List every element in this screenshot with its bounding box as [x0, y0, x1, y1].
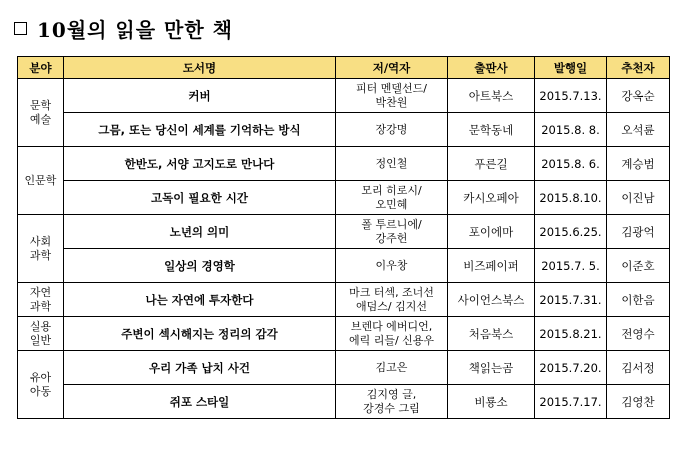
publish-date-cell: 2015.7.20. [535, 351, 607, 385]
author-cell: 정인철 [336, 147, 448, 181]
author-cell: 모리 히로시/ 오민혜 [336, 181, 448, 215]
publisher-cell: 사이언스북스 [448, 283, 535, 317]
recommender-cell: 김서정 [607, 351, 670, 385]
publisher-cell: 문학동네 [448, 113, 535, 147]
publisher-cell: 비즈페이퍼 [448, 249, 535, 283]
book-title-cell: 주변이 섹시해지는 정리의 감각 [64, 317, 336, 351]
book-title-cell: 그믐, 또는 당신이 세계를 기억하는 방식 [64, 113, 336, 147]
publish-date-cell: 2015.7.17. [535, 385, 607, 419]
table-row [18, 249, 670, 283]
table-header-row [18, 57, 670, 79]
book-title-cell: 일상의 경영학 [64, 249, 336, 283]
recommender-cell: 김영찬 [607, 385, 670, 419]
recommender-cell: 전영수 [607, 317, 670, 351]
author-cell: 폴 투르니에/ 강주헌 [336, 215, 448, 249]
author-cell: 마크 터섹, 조너선 애덤스/ 김지선 [336, 283, 448, 317]
publish-date-cell: 2015.7.13. [535, 79, 607, 113]
recommender-cell: 김광억 [607, 215, 670, 249]
page-title-text: 10월의 읽을 만한 책 [37, 17, 233, 42]
book-title-cell: 노년의 의미 [64, 215, 336, 249]
recommender-cell: 오석륜 [607, 113, 670, 147]
book-title-cell: 한반도, 서양 고지도로 만나다 [64, 147, 336, 181]
author-cell: 김고은 [336, 351, 448, 385]
table-row [18, 351, 670, 385]
book-title-cell: 고독이 필요한 시간 [64, 181, 336, 215]
table-row [18, 317, 670, 351]
table-row [18, 79, 670, 113]
recommender-cell: 계승범 [607, 147, 670, 181]
publish-date-cell: 2015.7.31. [535, 283, 607, 317]
table-row [18, 215, 670, 249]
publish-date-cell: 2015.8.21. [535, 317, 607, 351]
book-title-cell: 커버 [64, 79, 336, 113]
publisher-cell: 처음북스 [448, 317, 535, 351]
header-publisher: 출판사 [448, 57, 535, 79]
publisher-cell: 카시오페아 [448, 181, 535, 215]
table-row [18, 147, 670, 181]
publisher-cell: 비룡소 [448, 385, 535, 419]
author-cell: 피터 멘델선드/ 박찬원 [336, 79, 448, 113]
publisher-cell: 푸른길 [448, 147, 535, 181]
category-cell: 인문학 [18, 147, 64, 215]
publish-date-cell: 2015.8.10. [535, 181, 607, 215]
author-cell: 김지영 글, 강경수 그림 [336, 385, 448, 419]
book-title-cell: 우리 가족 납치 사건 [64, 351, 336, 385]
recommender-cell: 이진남 [607, 181, 670, 215]
author-cell: 장강명 [336, 113, 448, 147]
header-publish-date: 발행일 [535, 57, 607, 79]
publish-date-cell: 2015.7. 5. [535, 249, 607, 283]
author-cell: 브렌다 에버디언, 에릭 리들/ 신용우 [336, 317, 448, 351]
publisher-cell: 포이에마 [448, 215, 535, 249]
publish-date-cell: 2015.6.25. [535, 215, 607, 249]
publisher-cell: 아트북스 [448, 79, 535, 113]
author-cell: 이우창 [336, 249, 448, 283]
header-recommender: 추천자 [607, 57, 670, 79]
category-cell: 실용 일반 [18, 317, 64, 351]
recommender-cell: 이한음 [607, 283, 670, 317]
recommender-cell: 이준호 [607, 249, 670, 283]
category-cell: 문학 예술 [18, 79, 64, 147]
table-row [18, 283, 670, 317]
header-category: 분야 [18, 57, 64, 79]
book-title-cell: 나는 자연에 투자한다 [64, 283, 336, 317]
checkbox-square-icon [14, 22, 27, 35]
publish-date-cell: 2015.8. 8. [535, 113, 607, 147]
recommender-cell: 강옥순 [607, 79, 670, 113]
table-row [18, 181, 670, 215]
publisher-cell: 책읽는곰 [448, 351, 535, 385]
header-book-title: 도서명 [64, 57, 336, 79]
book-recommendation-table [17, 56, 670, 419]
publish-date-cell: 2015.8. 6. [535, 147, 607, 181]
header-author: 저/역자 [336, 57, 448, 79]
category-cell: 유아 아동 [18, 351, 64, 419]
category-cell: 자연 과학 [18, 283, 64, 317]
book-title-cell: 쥐포 스타일 [64, 385, 336, 419]
page-title [14, 14, 233, 42]
category-cell: 사회 과학 [18, 215, 64, 283]
table-row [18, 113, 670, 147]
table-row [18, 385, 670, 419]
